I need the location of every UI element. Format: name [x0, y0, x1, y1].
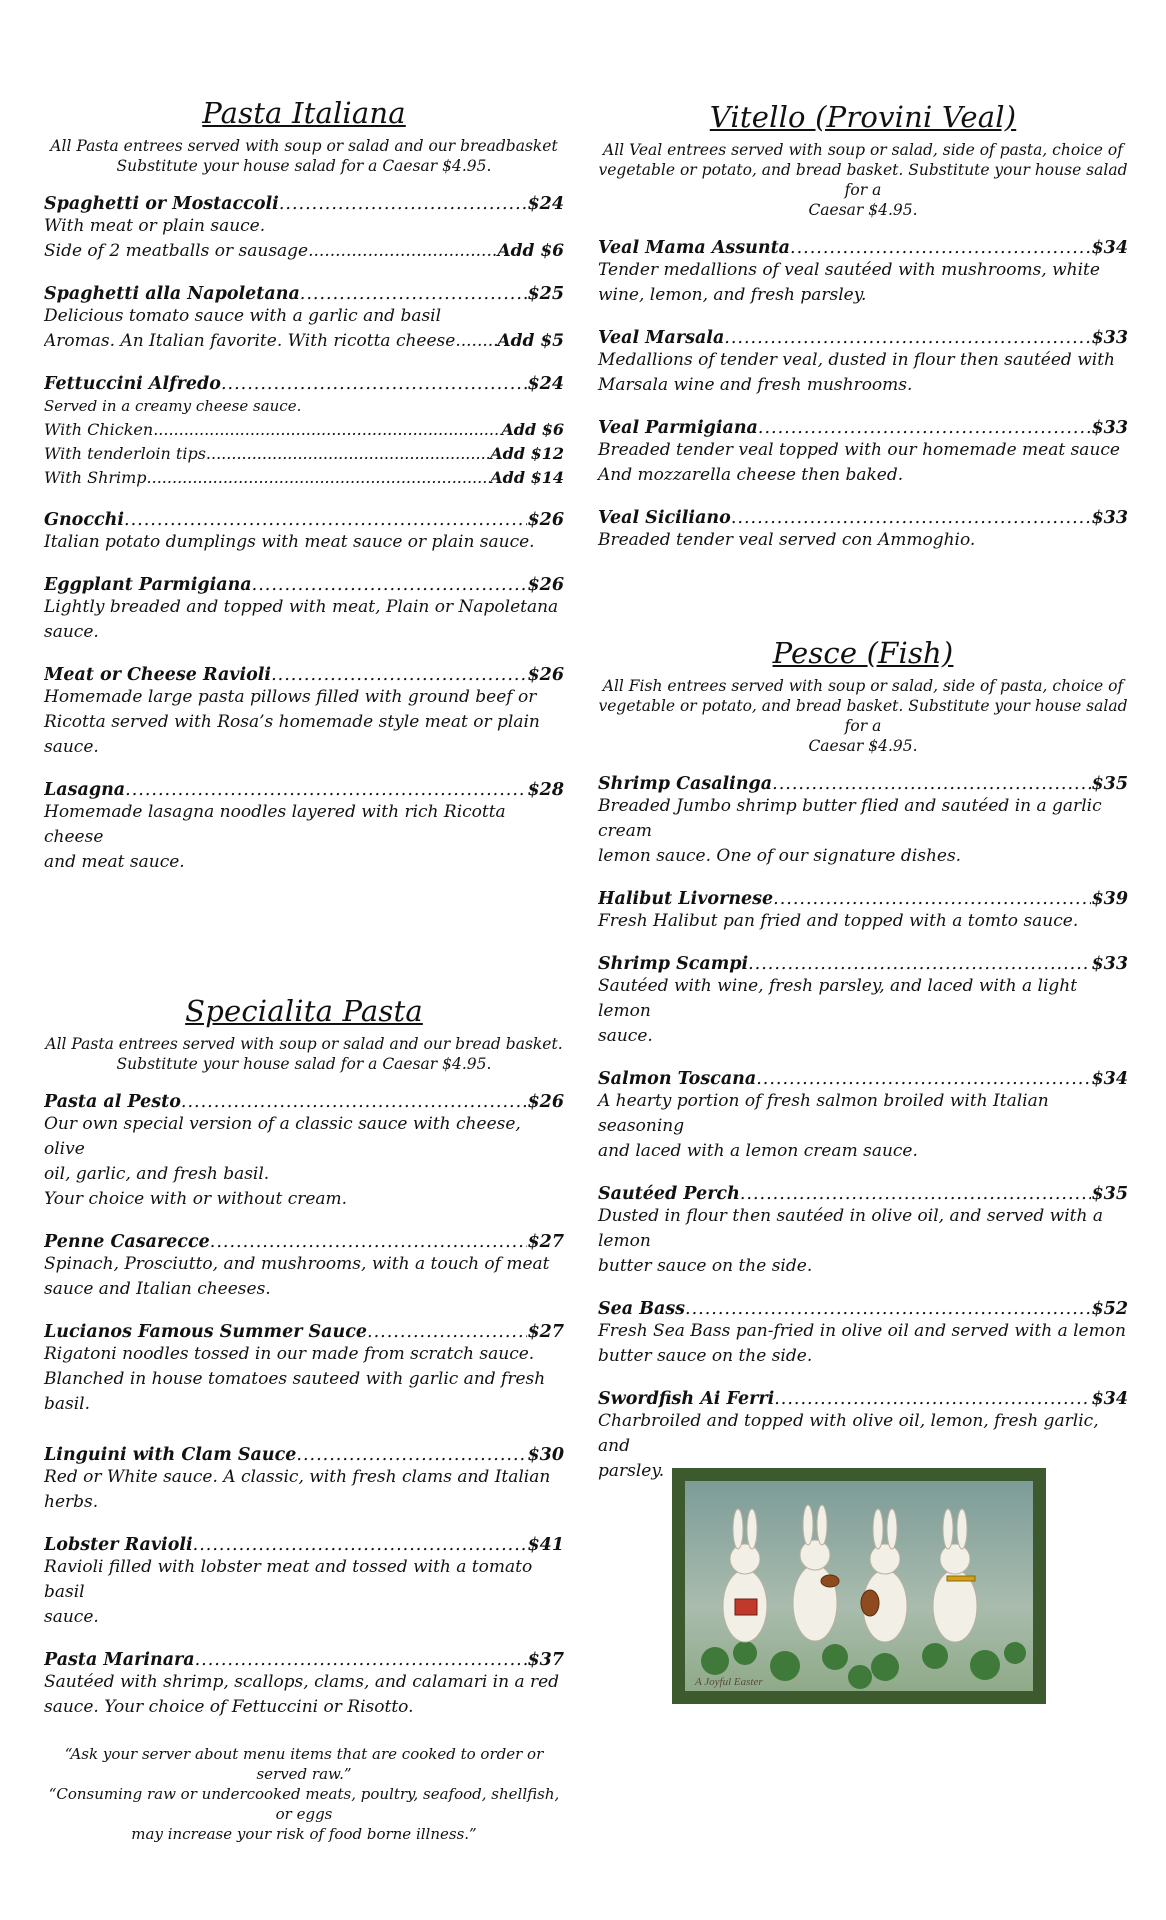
pasta-italiana-section [44, 96, 564, 895]
bunny-drummer [723, 1509, 767, 1642]
item-name: Veal Parmigiana [598, 418, 758, 438]
item-name: Pasta Marinara [44, 1650, 195, 1670]
menu-item [598, 418, 1128, 488]
item-name: Eggplant Parmigiana [44, 575, 252, 595]
item-price: $52 [1091, 1299, 1128, 1319]
menu-item [598, 774, 1128, 869]
item-description: Tender medallions of veal sautéed with mushrooms, white [598, 260, 1100, 280]
section-title: Vitello (Provini Veal) [709, 100, 1017, 134]
section-title: Pesce (Fish) [772, 636, 954, 670]
item-description: butter sauce on the side. [598, 1256, 813, 1276]
item-price: $35 [1091, 774, 1128, 794]
menu-item [44, 575, 564, 645]
item-name: Shrimp Scampi [598, 954, 749, 974]
item-name: Shrimp Casalinga [598, 774, 773, 794]
easter-card-image [685, 1481, 1033, 1691]
item-price: $26 [527, 1092, 564, 1112]
menu-item [44, 284, 564, 354]
section-title: Specialita Pasta [185, 994, 423, 1028]
item-description: Charbroiled and topped with olive oil, lemon, fresh garlic, and [598, 1411, 1099, 1456]
menu-item [44, 780, 564, 875]
section-note: All Veal entrees served with soup or salad, side of pasta, choice of vegetable or potato, and bread basket. Substitute your house salad for a Caesar $4.95. [598, 141, 1128, 219]
menu-item [598, 1299, 1128, 1369]
item-description: sauce. [44, 622, 99, 642]
pesce-section [598, 636, 1128, 1504]
item-description: Our own special version of a classic sauce with cheese, olive [44, 1114, 521, 1159]
item-price: $26 [527, 510, 564, 530]
item-description: Homemade large pasta pillows filled with ground beef or [44, 687, 537, 707]
item-price: $33 [1091, 418, 1128, 438]
bunny-trumpeter [933, 1509, 977, 1642]
item-description: Breaded tender veal served con Ammoghio. [598, 530, 976, 550]
menu-item [44, 194, 564, 264]
item-name: Swordfish Ai Ferri [598, 1389, 775, 1409]
item-price: $33 [1091, 954, 1128, 974]
item-price: $37 [527, 1650, 564, 1670]
item-name: Spaghetti alla Napoletana [44, 284, 300, 304]
item-price: $28 [527, 780, 564, 800]
item-name: Lobster Ravioli [44, 1535, 193, 1555]
bunny-violinist [793, 1505, 839, 1641]
item-price: $41 [527, 1535, 564, 1555]
item-description: Red or White sauce. A classic, with fresh clams and Italian [44, 1467, 551, 1487]
menu-item [44, 1535, 564, 1630]
addon-line: With Chicken ..... Add $6 [44, 418, 564, 442]
item-description: Sautéed with shrimp, scallops, clams, and calamari in a red [44, 1672, 560, 1692]
item-price: $34 [1091, 238, 1128, 258]
item-name: Spaghetti or Mostaccoli [44, 194, 279, 214]
item-description: sauce. Your choice of Fettuccini or Risotto. [44, 1697, 414, 1717]
item-price: $33 [1091, 328, 1128, 348]
item-description: Fresh Sea Bass pan-fried in olive oil and served with a lemon [598, 1321, 1126, 1341]
section-note: All Fish entrees served with soup or salad, side of pasta, choice of vegetable or potato, and bread basket. Substitute your house salad for a Caesar $4.95. [598, 677, 1128, 755]
item-price: $27 [527, 1232, 564, 1252]
easter-card-caption: A Joyful Easter [695, 1676, 763, 1688]
item-name: Fettuccini Alfredo [44, 374, 221, 394]
item-description: parsley. [598, 1461, 665, 1481]
section-title: Pasta Italiana [202, 96, 406, 130]
item-description: lemon sauce. One of our signature dishes. [598, 846, 962, 866]
item-name: Salmon Toscana [598, 1069, 757, 1089]
item-description: Rigatoni noodles tossed in our made from scratch sauce. [44, 1344, 535, 1364]
menu-item [598, 508, 1128, 553]
menu-item [44, 510, 564, 555]
item-description: basil. [44, 1394, 91, 1414]
menu-item [44, 1092, 564, 1212]
item-price: $26 [527, 575, 564, 595]
menu-item [44, 374, 564, 490]
item-name: Pasta al Pesto [44, 1092, 181, 1112]
item-name: Veal Mama Assunta [598, 238, 790, 258]
item-price: $35 [1091, 1184, 1128, 1204]
bunny-cellist [861, 1509, 907, 1642]
item-description: and meat sauce. [44, 852, 185, 872]
menu-item [598, 238, 1128, 308]
section-note: All Pasta entrees served with soup or salad and our breadbasket Substitute your house salad for a Caesar $4.95. [50, 137, 558, 175]
item-price: $39 [1091, 889, 1128, 909]
addon-line: With Shrimp ..... Add $14 [44, 466, 564, 490]
item-name: Veal Marsala [598, 328, 725, 348]
raw-food-disclaimer: “Ask your server about menu items that are cooked to order or served raw.” “Consuming raw or undercooked meats, poultry, seafood, shellfish, or eggs may increase your risk of food borne illness.” [48, 1745, 560, 1843]
item-price: $24 [527, 194, 564, 214]
item-name: Meat or Cheese Ravioli [44, 665, 272, 685]
menu-item [598, 1184, 1128, 1279]
menu-item [44, 1650, 564, 1720]
item-price: $30 [527, 1445, 564, 1465]
item-description: Ricotta served with Rosa’s homemade style meat or plain sauce. [44, 712, 540, 757]
menu-item [598, 889, 1128, 934]
item-description: Homemade lasagna noodles layered with rich Ricotta cheese [44, 802, 506, 847]
item-price: $33 [1091, 508, 1128, 528]
item-name: Penne Casarecce [44, 1232, 210, 1252]
easter-card-frame [672, 1468, 1046, 1704]
menu-item [44, 1322, 564, 1417]
item-name: Halibut Livornese [598, 889, 774, 909]
item-description: Lightly breaded and topped with meat, Plain or Napoletana [44, 597, 559, 617]
item-description: And mozzarella cheese then baked. [598, 465, 904, 485]
item-price: $24 [527, 374, 564, 394]
item-description: Medallions of tender veal, dusted in flour then sautéed with [598, 350, 1115, 370]
item-description: oil, garlic, and fresh basil. [44, 1164, 270, 1184]
item-description: Breaded tender veal topped with our homemade meat sauce [598, 440, 1120, 460]
item-description: sauce. [44, 1607, 99, 1627]
menu-item [44, 1445, 564, 1515]
item-description: sauce and Italian cheeses. [44, 1279, 271, 1299]
menu-item [598, 328, 1128, 398]
item-description: Breaded Jumbo shrimp butter flied and sautéed in a garlic cream [598, 796, 1102, 841]
item-description: wine, lemon, and fresh parsley. [598, 285, 867, 305]
item-description: Fresh Halibut pan fried and topped with a tomto sauce. [598, 911, 1079, 931]
item-price: $26 [527, 665, 564, 685]
addon-line: Aromas. An Italian favorite. With ricotta cheese ..... Add $5 [44, 329, 564, 354]
item-description: With meat or plain sauce. [44, 216, 266, 236]
menu-item [44, 1232, 564, 1302]
item-name: Sautéed Perch [598, 1184, 740, 1204]
item-description: Marsala wine and fresh mushrooms. [598, 375, 913, 395]
item-description: and laced with a lemon cream sauce. [598, 1141, 918, 1161]
addon-line: Side of 2 meatballs or sausage ..... Add $6 [44, 239, 564, 264]
item-description: Sautéed with wine, fresh parsley, and laced with a light lemon [598, 976, 1078, 1021]
easter-bunnies-illustration [685, 1481, 1033, 1691]
item-name: Veal Siciliano [598, 508, 731, 528]
item-name: Sea Bass [598, 1299, 686, 1319]
item-description: A hearty portion of fresh salmon broiled with Italian seasoning [598, 1091, 1049, 1136]
item-description: Dusted in flour then sautéed in olive oil, and served with a lemon [598, 1206, 1103, 1251]
item-name: Gnocchi [44, 510, 125, 530]
item-price: $34 [1091, 1069, 1128, 1089]
item-description: Served in a creamy cheese sauce. [44, 397, 302, 415]
specialita-pasta-section [44, 994, 564, 1740]
item-price: $34 [1091, 1389, 1128, 1409]
item-price: $27 [527, 1322, 564, 1342]
item-description: Italian potato dumplings with meat sauce or plain sauce. [44, 532, 535, 552]
item-name: Lucianos Famous Summer Sauce [44, 1322, 368, 1342]
item-description: Blanched in house tomatoes sauteed with garlic and fresh [44, 1369, 546, 1389]
vitello-section [598, 100, 1128, 573]
item-description: herbs. [44, 1492, 99, 1512]
menu-item [598, 954, 1128, 1049]
item-name: Linguini with Clam Sauce [44, 1445, 297, 1465]
section-note: All Pasta entrees served with soup or salad and our bread basket. Substitute your house salad for a Caesar $4.95. [45, 1035, 563, 1073]
item-description: Your choice with or without cream. [44, 1189, 348, 1209]
item-description: Ravioli filled with lobster meat and tossed with a tomato basil [44, 1557, 533, 1602]
item-description: butter sauce on the side. [598, 1346, 813, 1366]
item-description: Spinach, Prosciutto, and mushrooms, with a touch of meat [44, 1254, 550, 1274]
item-description: sauce. [598, 1026, 653, 1046]
addon-line: With tenderloin tips ..... Add $12 [44, 442, 564, 466]
menu-item [598, 1069, 1128, 1164]
menu-item [44, 665, 564, 760]
item-price: $25 [527, 284, 564, 304]
item-name: Lasagna [44, 780, 126, 800]
item-description: Delicious tomato sauce with a garlic and basil [44, 306, 442, 326]
